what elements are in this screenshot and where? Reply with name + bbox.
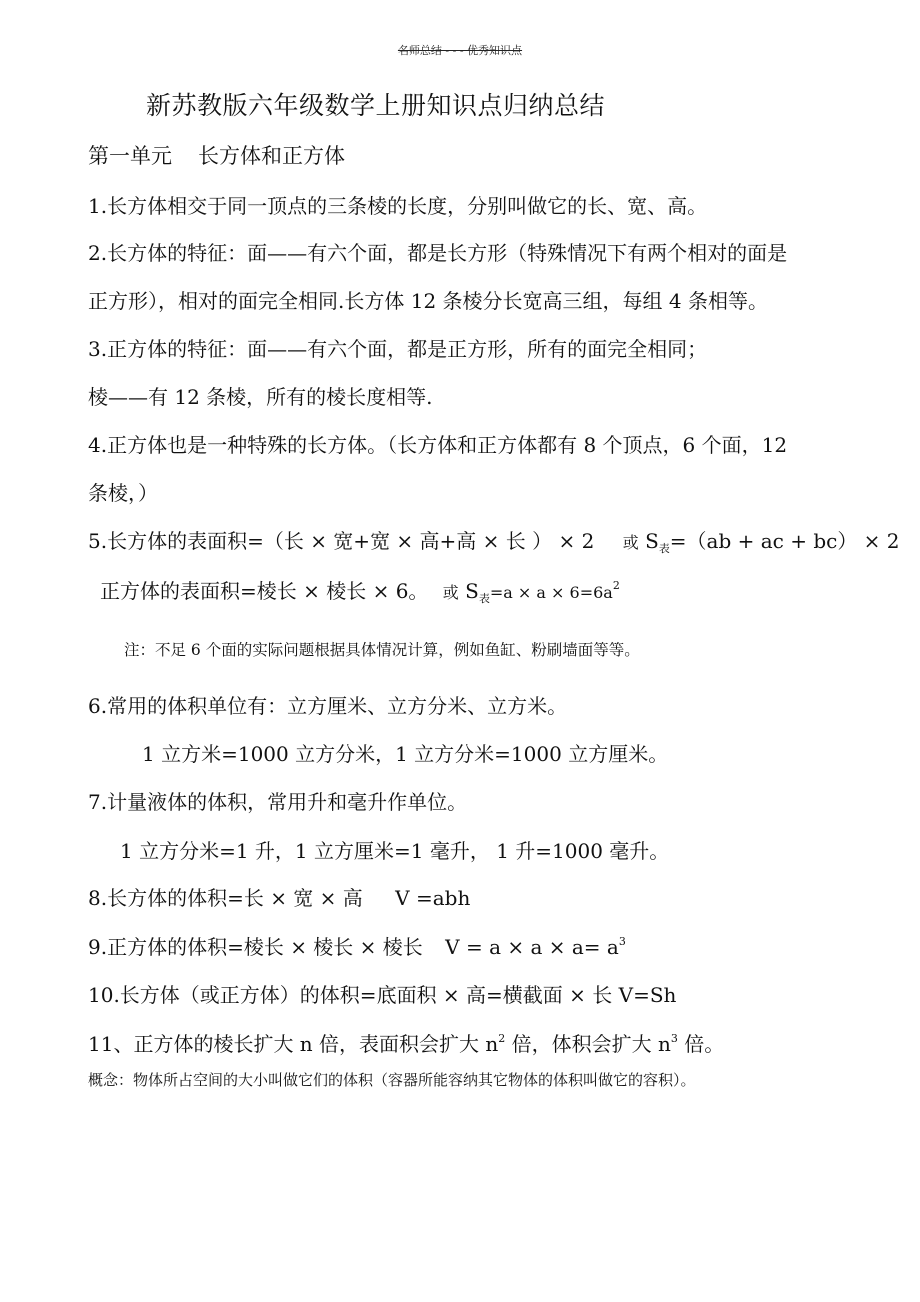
point-9 xyxy=(88,936,626,957)
superscript-n3: 3 xyxy=(670,1032,678,1045)
cuboid-surface-area-formula: 5.长方体的表面积=（长 × 宽+宽 × 高+高 × 长 ） × 2 xyxy=(88,529,595,553)
unit-label: 第一单元 xyxy=(88,144,172,168)
cube-volume-formula: 9.正方体的体积=棱长 × 棱长 × 棱长 xyxy=(88,935,423,959)
point-6: 6.常用的体积单位有：立方厘米、立方分米、立方米。 xyxy=(88,694,568,718)
point-4-line-a: 4.正方体也是一种特殊的长方体。（长方体和正方体都有 8 个顶点，6 个面，12 xyxy=(88,433,788,457)
point-1: 1.长方体相交于同一顶点的三条棱的长度，分别叫做它的长、宽、高。 xyxy=(88,194,708,218)
page-header-text: 名师总结 - - - 优秀知识点 xyxy=(397,44,523,57)
cuboid-volume-letters: V =abh xyxy=(395,886,471,910)
point-11-part-c: 倍。 xyxy=(677,1032,725,1056)
point-7-conversion: 1 立方分米=1 升，1 立方厘米=1 毫升， 1 升=1000 毫升。 xyxy=(120,839,670,863)
cuboid-surface-area-letters: =（ab + ac + bc） × 2 xyxy=(669,529,900,553)
point-11-part-a: 11、正方体的棱长扩大 n 倍，表面积会扩大 n xyxy=(88,1032,499,1056)
point-11-part-b: 倍，体积会扩大 n xyxy=(505,1032,671,1056)
unit-name: 长方体和正方体 xyxy=(198,144,345,168)
or-text: 或 xyxy=(622,533,639,552)
document-title: 新苏教版六年级数学上册知识点归纳总结 xyxy=(146,91,606,120)
cuboid-volume-formula: 8.长方体的体积=长 × 宽 × 高 xyxy=(88,886,363,910)
cube-surface-area-letters: =a × a × 6=6a xyxy=(489,583,613,602)
concept: 概念：物体所占空间的大小叫做它们的体积（容器所能容纳其它物体的体积叫做它的容积）。 xyxy=(88,1071,696,1089)
superscript-3: 3 xyxy=(618,935,626,948)
point-2-line-a: 2.长方体的特征：面——有六个面，都是长方形（特殊情况下有两个相对的面是 xyxy=(88,241,788,265)
point-5-line-b xyxy=(100,580,620,604)
point-5-line-a xyxy=(88,531,900,554)
point-3-line-a: 3.正方体的特征：面——有六个面，都是正方形，所有的面完全相同； xyxy=(88,337,708,361)
superscript-2: 2 xyxy=(612,579,620,592)
point-6-conversion: 1 立方米=1000 立方分米，1 立方分米=1000 立方厘米。 xyxy=(142,742,669,766)
point-8 xyxy=(88,888,470,908)
point-4-line-b: 条棱，） xyxy=(88,481,158,505)
page-header xyxy=(0,42,920,58)
point-2-line-b: 正方形），相对的面完全相同.长方体 12 条棱分长宽高三组，每组 4 条相等。 xyxy=(88,289,768,313)
subscript-surface-2: 表 xyxy=(478,592,490,605)
point-7: 7.计量液体的体积，常用升和毫升作单位。 xyxy=(88,790,468,814)
point-3-line-b: 棱——有 12 条棱，所有的棱长度相等. xyxy=(88,385,433,409)
cube-volume-letters: V = a × a × a= a xyxy=(445,935,619,959)
superscript-n2: 2 xyxy=(498,1032,506,1045)
point-11 xyxy=(88,1033,724,1054)
point-10: 10.长方体（或正方体）的体积=底面积 × 高=横截面 × 长 V=Sh xyxy=(88,983,677,1007)
subscript-surface: 表 xyxy=(658,542,670,555)
unit-heading xyxy=(88,140,345,170)
note: 注：不足 6 个面的实际问题根据具体情况计算，例如鱼缸、粉刷墙面等等。 xyxy=(124,641,640,659)
symbol-s: S xyxy=(645,529,659,553)
symbol-s-2: S xyxy=(465,579,479,603)
or-text-2: 或 xyxy=(442,583,459,602)
cube-surface-area-formula: 正方体的表面积=棱长 × 棱长 × 6。 xyxy=(100,579,429,603)
